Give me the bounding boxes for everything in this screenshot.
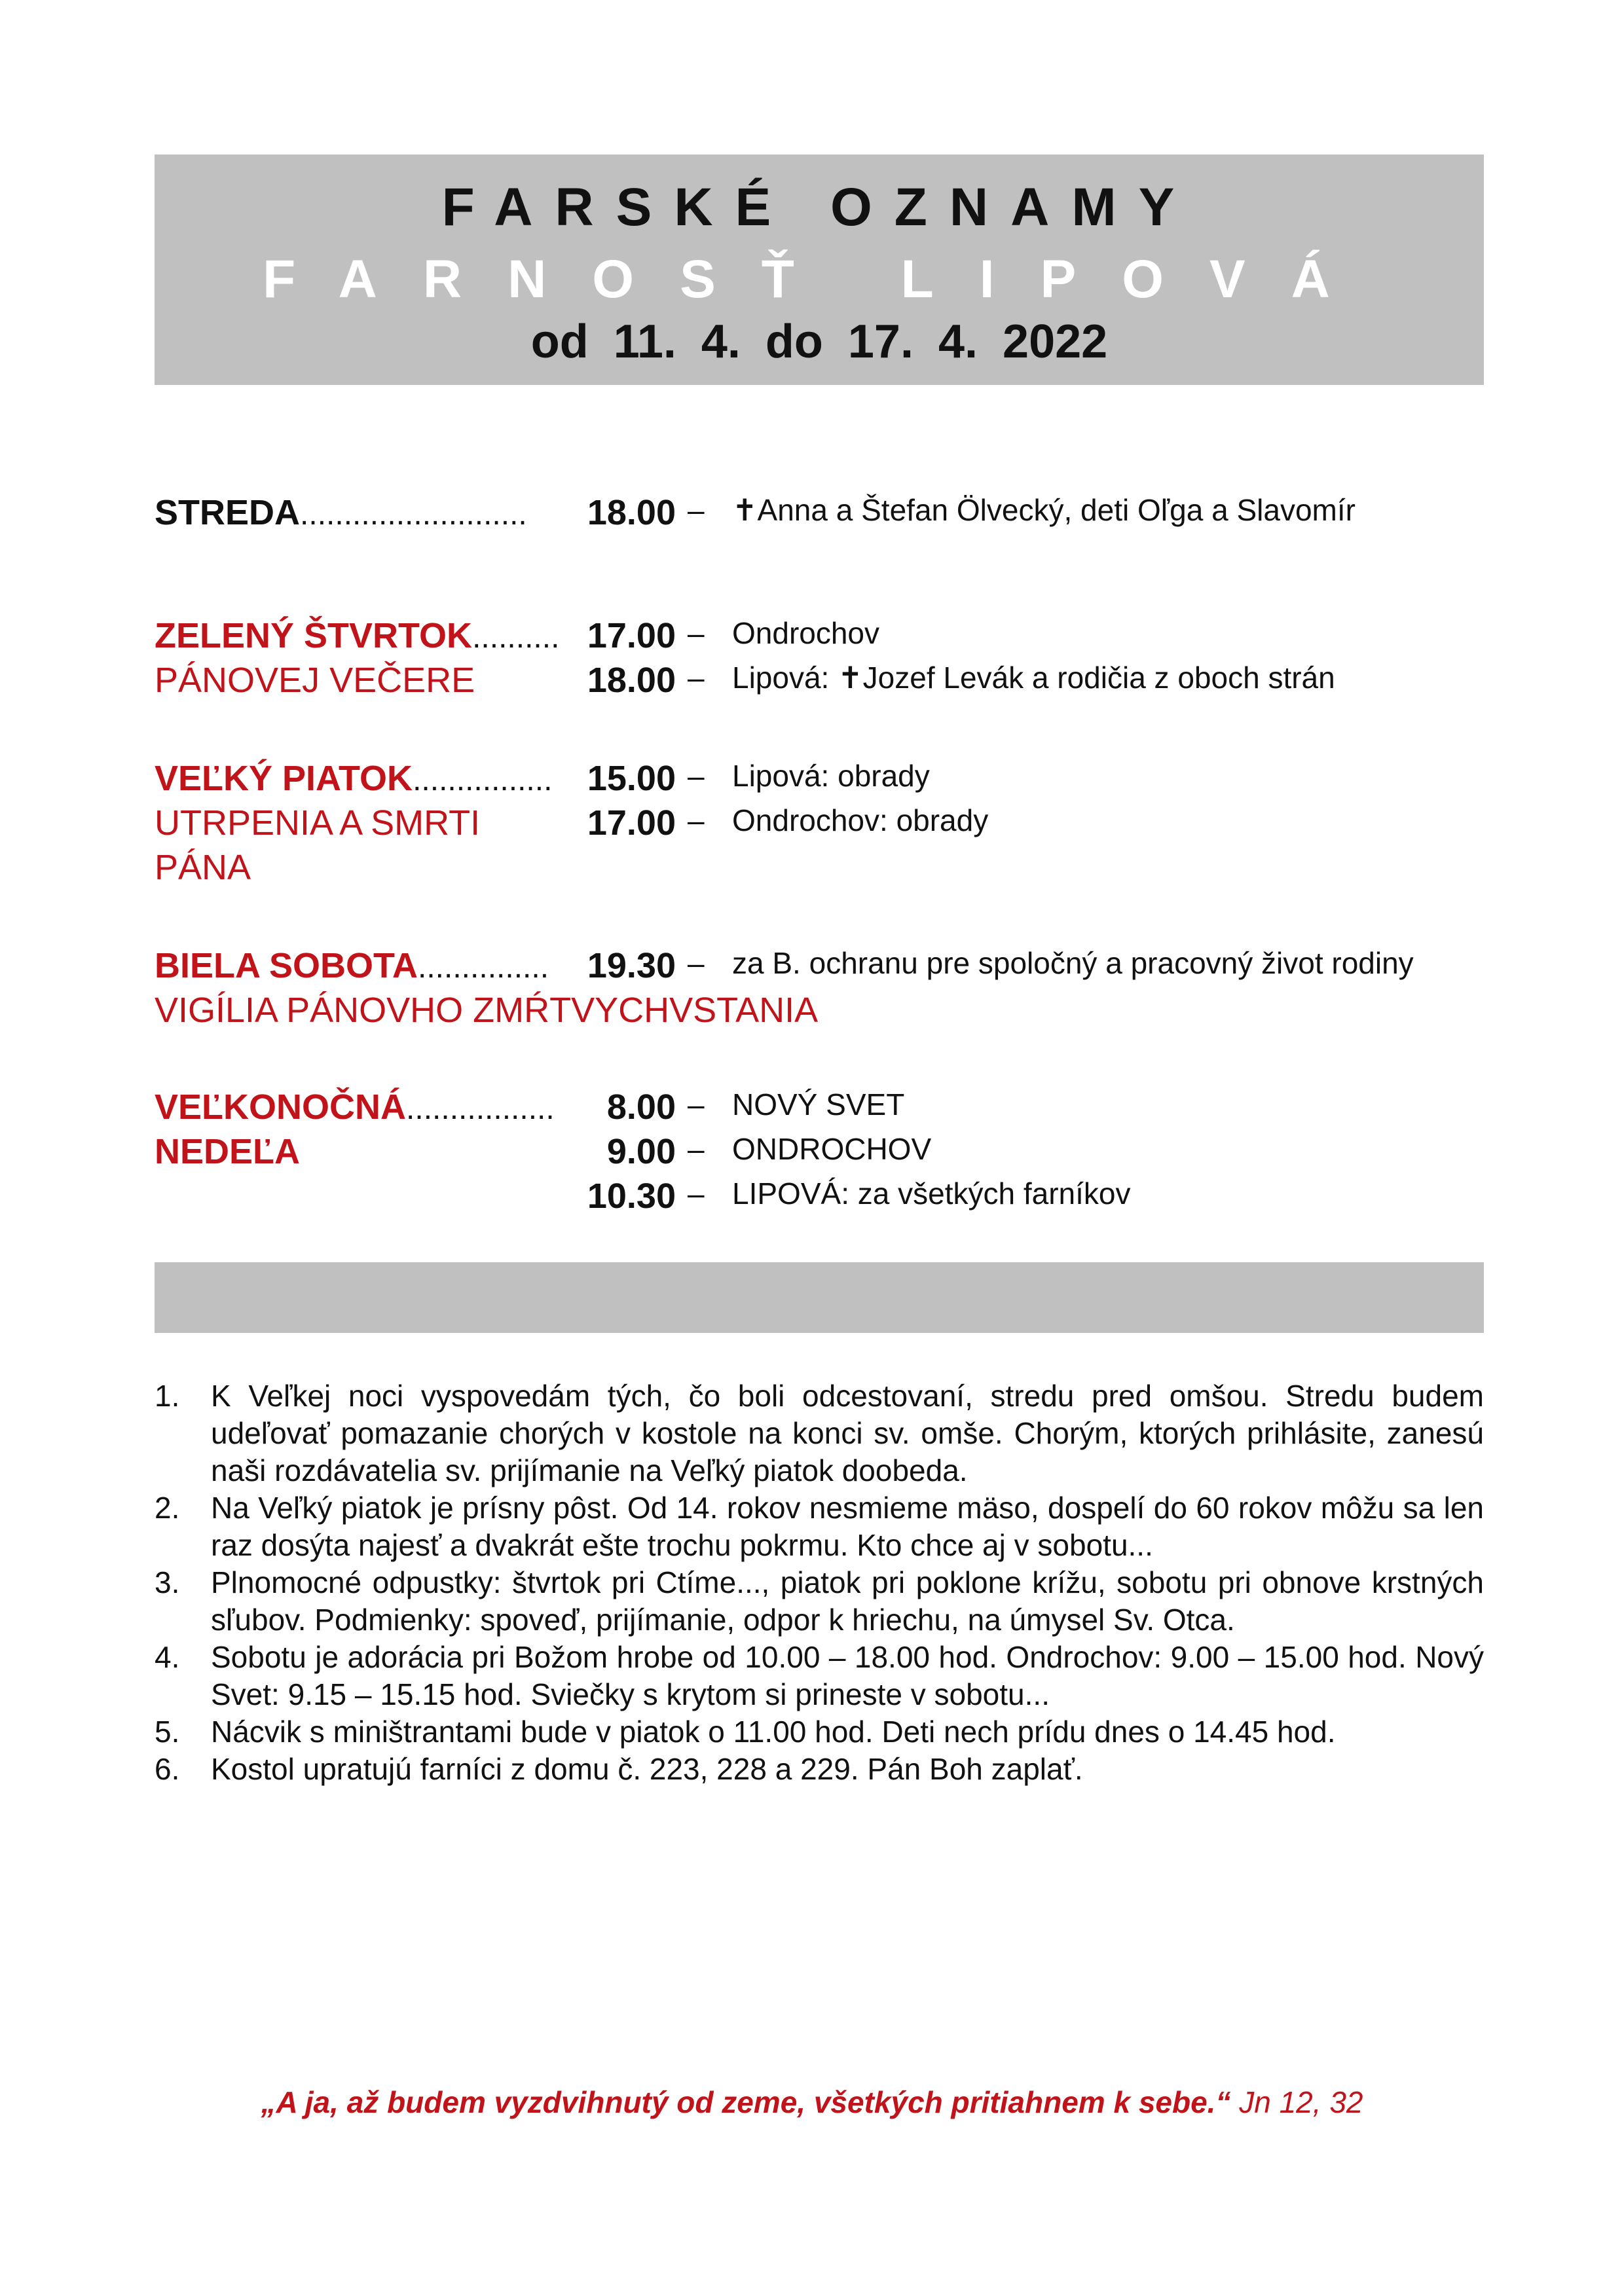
mass-intention: ONDROCHOV (732, 1132, 932, 1166)
day-label: VEĽKONOČNÁ................. (155, 1087, 555, 1127)
bible-quote (0, 2085, 1624, 2120)
quote-reference: Jn 12, 32 (1239, 2085, 1363, 2119)
dash: – (688, 1087, 705, 1121)
list-item: 4. Sobotu je adorácia pri Božom hrobe od 10.00 – 18.00 hod. Ondrochov: 9.00 – 15.00 hod. Nový Svet: 9.15 – 15.15 hod. Sviečky s krytom si prineste v sobotu... (155, 1640, 1484, 1711)
mass-time: 10.30 (587, 1176, 676, 1216)
dash: – (688, 1132, 705, 1166)
page-title: FARSKÉ OZNAMY (441, 177, 1197, 237)
day-label: BIELA SOBOTA............... (155, 946, 549, 985)
mass-time: 17.00 (587, 803, 676, 843)
mass-time: 18.00 (587, 661, 676, 700)
day-label: ZELENÝ ŠTVRTOK.......... (155, 616, 560, 655)
mass-time: 18.00 (587, 493, 676, 532)
announcements-list (155, 1377, 1484, 1788)
day-subtitle: VIGÍLIA PÁNOVHO ZMŔTVYCHVSTANIA (155, 991, 819, 1030)
mass-intention: Lipová: obrady (732, 759, 930, 793)
date-range: od 11. 4. do 17. 4. 2022 (530, 316, 1108, 368)
list-item: 6. Kostol upratujú farníci z domu č. 223, 228 a 229. Pán Boh zaplať. (155, 1752, 1083, 1786)
quote-text: „A ja, až budem vyzdvihnutý od zeme, všetkých pritiahnem k sebe.“ (261, 2085, 1231, 2119)
day-subtitle: PÁNA (155, 848, 251, 887)
mass-time: 17.00 (587, 616, 676, 655)
dash: – (688, 759, 705, 793)
mass-time: 15.00 (587, 759, 676, 798)
mass-time: 9.00 (606, 1132, 676, 1171)
list-item: 2. Na Veľký piatok je prísny pôst. Od 14. rokov nesmieme mäso, dospelí do 60 rokov môžu sa len raz dosýta najesť a dvakrát ešte trochu pokrmu. Kto chce aj v sobotu... (155, 1491, 1484, 1562)
parish-name: FARNOSŤ LIPOVÁ (263, 249, 1376, 309)
mass-intention: ✝Anna a Štefan Ölvecký, deti Oľga a Slavomír (732, 493, 1356, 527)
list-item: 5. Nácvik s miništrantami bude v piatok o 11.00 hod. Deti nech prídu dnes o 14.45 hod. (155, 1715, 1336, 1749)
dash: – (688, 1176, 705, 1211)
mass-intention: Lipová: ✝Jozef Levák a rodičia z oboch strán (732, 661, 1335, 695)
mass-intention: Ondrochov (732, 616, 880, 650)
mass-intention: Ondrochov: obrady (732, 803, 989, 837)
dash: – (688, 661, 705, 695)
mass-intention: NOVÝ SVET (732, 1087, 905, 1121)
dash: – (688, 803, 705, 837)
dash: – (688, 493, 705, 527)
header-banner (155, 155, 1484, 385)
dash: – (688, 616, 705, 650)
list-item: 3. Plnomocné odpustky: štvrtok pri Ctíme..., piatok pri poklone krížu, sobotu pri obnove krstných sľubov. Podmienky: spoveď, prijímanie, odpor k hriechu, na úmysel Sv. Otca. (155, 1565, 1484, 1637)
mass-time: 19.30 (587, 946, 676, 985)
mass-time: 8.00 (606, 1087, 676, 1127)
dash: – (688, 946, 705, 980)
day-label: STREDA.......................... (155, 493, 527, 532)
day-label: VEĽKÝ PIATOK................ (155, 759, 553, 798)
day-subtitle: UTRPENIA A SMRTI (155, 803, 481, 843)
divider-band (155, 1262, 1484, 1333)
mass-intention: za B. ochranu pre spoločný a pracovný život rodiny (732, 946, 1414, 980)
list-item: 1. K Veľkej noci vyspovedám tých, čo boli odcestovaní, stredu pred omšou. Stredu budem udeľovať pomazanie chorých v kostole na konci sv. omše. Chorým, ktorých prihlásite, zanesú naši rozdávatelia sv. prijímanie na Veľký piatok doobeda. (155, 1379, 1484, 1487)
day-subtitle: PÁNOVEJ VEČERE (155, 661, 475, 700)
mass-intention: LIPOVÁ: za všetkých farníkov (732, 1176, 1131, 1211)
day-label: NEDEĽA (155, 1132, 301, 1171)
